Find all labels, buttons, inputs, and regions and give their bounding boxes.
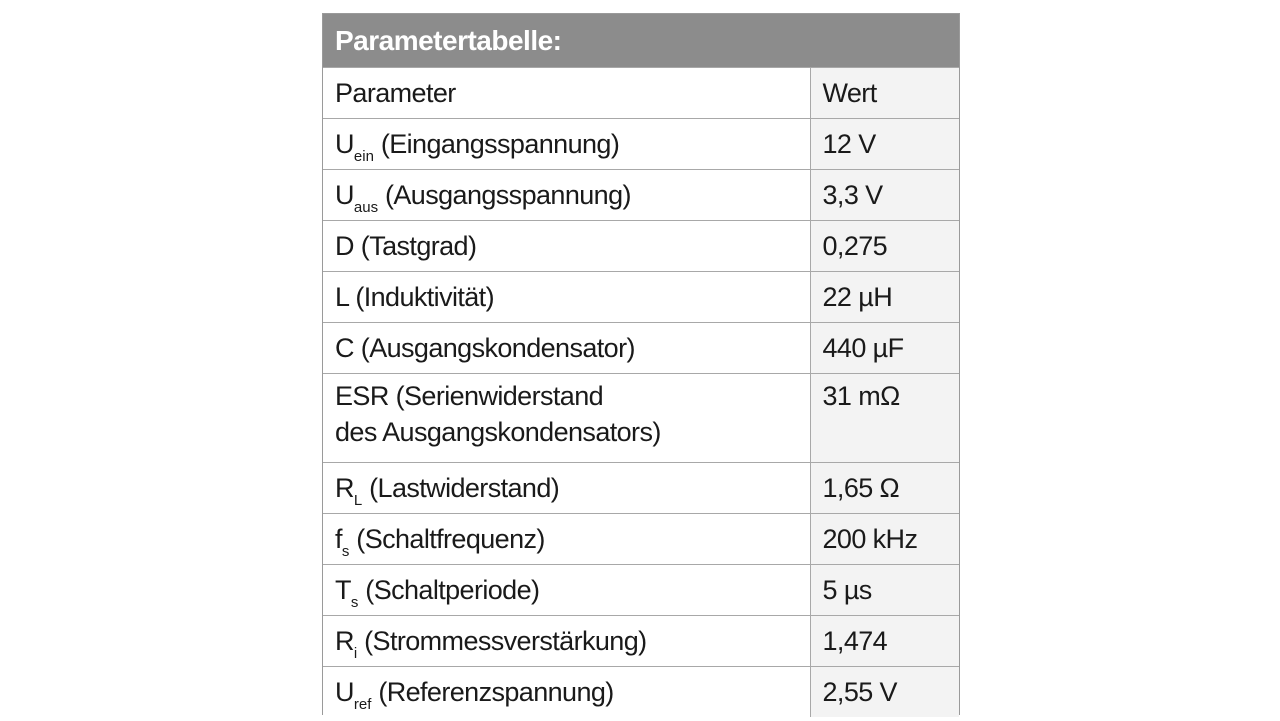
column-header-parameter: Parameter	[323, 68, 810, 119]
parameter-symbol: R	[335, 473, 354, 503]
parameter-cell	[323, 170, 810, 221]
table-row	[323, 323, 959, 374]
parameter-symbol: T	[335, 575, 351, 605]
value-cell: 1,474	[810, 616, 959, 667]
value-cell: 440 µF	[810, 323, 959, 374]
parameter-cell	[323, 119, 810, 170]
parameter-symbol: ESR	[335, 381, 389, 411]
parameter-subscript: s	[350, 594, 359, 611]
parameter-table-card	[322, 13, 960, 715]
parameter-description: (Serienwiderstand	[388, 381, 604, 411]
parameter-cell	[323, 616, 810, 667]
parameter-symbol: U	[335, 180, 354, 210]
table-row	[323, 565, 959, 616]
table-row	[323, 119, 959, 170]
value-cell: 200 kHz	[810, 514, 959, 565]
parameter-symbol: U	[335, 129, 354, 159]
parameter-subscript: L	[353, 492, 363, 509]
table-row	[323, 616, 959, 667]
table-row	[323, 221, 959, 272]
parameter-cell	[323, 221, 810, 272]
parameter-cell	[323, 323, 810, 374]
parameter-description-line2: des Ausgangskondensators)	[335, 417, 661, 447]
parameter-description: (Ausgangskondensator)	[353, 333, 635, 363]
value-cell: 1,65 Ω	[810, 463, 959, 514]
parameter-cell	[323, 374, 810, 463]
parameter-cell	[323, 463, 810, 514]
parameter-description: (Referenzspannung)	[371, 677, 614, 707]
table-row	[323, 514, 959, 565]
parameter-cell	[323, 667, 810, 718]
value-cell: 0,275	[810, 221, 959, 272]
table-row	[323, 272, 959, 323]
parameter-symbol: R	[335, 626, 354, 656]
table-header-row	[323, 68, 959, 119]
parameter-description: (Eingangsspannung)	[373, 129, 620, 159]
parameter-description: (Induktivität)	[348, 282, 494, 312]
value-cell: 5 µs	[810, 565, 959, 616]
parameter-subscript: ein	[353, 148, 374, 165]
table-row	[323, 374, 959, 463]
parameter-subscript: ref	[353, 696, 372, 713]
parameter-symbol: f	[335, 524, 342, 554]
parameter-symbol: U	[335, 677, 354, 707]
parameter-cell	[323, 272, 810, 323]
value-cell: 3,3 V	[810, 170, 959, 221]
column-header-value: Wert	[810, 68, 959, 119]
table-row	[323, 463, 959, 514]
parameter-description: (Schaltperiode)	[358, 575, 540, 605]
table-title: Parametertabelle:	[323, 14, 959, 67]
parameter-description: (Lastwiderstand)	[362, 473, 560, 503]
value-cell: 22 µH	[810, 272, 959, 323]
parameter-symbol: D	[335, 231, 354, 261]
parameter-subscript: s	[341, 543, 350, 560]
value-cell: 12 V	[810, 119, 959, 170]
parameter-description: (Tastgrad)	[353, 231, 477, 261]
value-cell: 31 mΩ	[810, 374, 959, 463]
parameter-subscript: i	[353, 645, 358, 662]
parameter-description: (Ausgangsspannung)	[378, 180, 631, 210]
parameter-cell	[323, 565, 810, 616]
parameter-subscript: aus	[353, 199, 379, 216]
value-cell: 2,55 V	[810, 667, 959, 718]
parameter-description: (Strommessverstärkung)	[357, 626, 647, 656]
parameter-table	[323, 67, 959, 717]
parameter-symbol: L	[335, 282, 349, 312]
parameter-description: (Schaltfrequenz)	[349, 524, 545, 554]
parameter-cell	[323, 514, 810, 565]
parameter-symbol: C	[335, 333, 354, 363]
table-row	[323, 667, 959, 718]
table-row	[323, 170, 959, 221]
